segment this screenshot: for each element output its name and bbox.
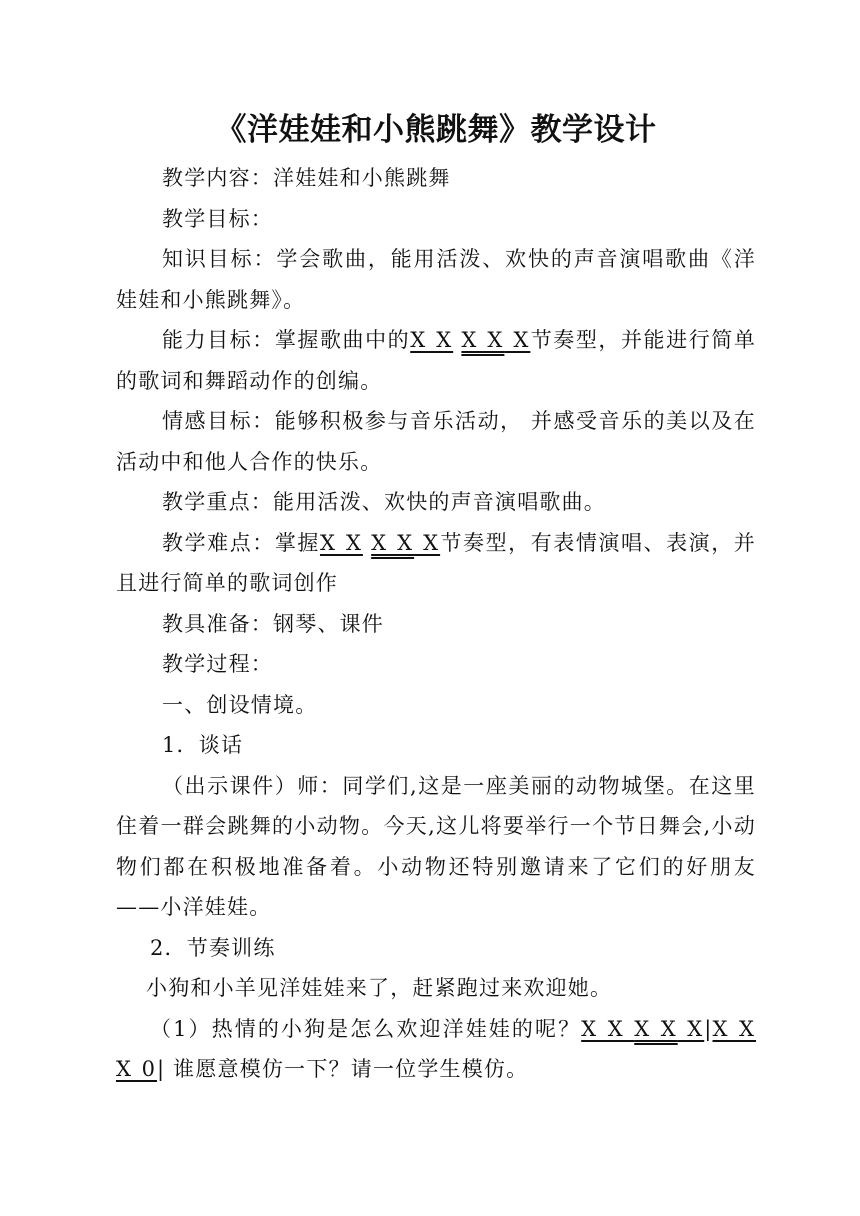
ability-goal-text-after: 节奏型，并能进行简单的歌词和舞蹈动作的创编。	[116, 328, 757, 393]
paragraph-rhythm-intro: 小狗和小羊见洋娃娃来了，赶紧跑过来欢迎她。	[146, 976, 613, 1000]
paragraph-teaching-tools: 教具准备：钢琴、课件	[162, 611, 384, 636]
section-heading-create-scene: 一、创设情境。	[162, 692, 318, 717]
rhythm-notation: X X	[581, 1016, 635, 1041]
exercise-text-before: （1）热情的小狗是怎么欢迎洋娃娃的呢？	[150, 1016, 582, 1041]
paragraph-teaching-goals: 教学目标：	[162, 206, 273, 231]
paragraph-talk-content: （出示课件）师：同学们,这是一座美丽的动物城堡。在这里住着一群会跳舞的小动物。今天,这儿将要举行一个节日舞会,小动物们都在积极地准备着。小动物还特别邀请来了它们的好朋友——小洋娃娃。	[116, 773, 756, 919]
rhythm-notation: X X	[410, 328, 454, 352]
paragraph-teaching-content: 教学内容：洋娃娃和小熊跳舞	[162, 166, 451, 190]
document-title: 《洋娃娃和小熊跳舞》教学设计	[215, 112, 657, 148]
ability-goal-text-before: 能力目标：掌握歌曲中的	[162, 328, 411, 352]
difficulty-text-after: 节奏型，有表情演唱、表演，并且进行简单的歌词创作	[116, 530, 757, 595]
subsection-heading-rhythm-training: 2．节奏训练	[150, 935, 276, 960]
rhythm-notation: X X	[461, 328, 505, 352]
paragraph-ability-goal	[116, 320, 756, 401]
paragraph-knowledge-goal: 知识目标：学会歌曲，能用活泼、欢快的声音演唱歌曲《洋娃娃和小熊跳舞》。	[116, 247, 756, 312]
rhythm-notation: X	[414, 530, 441, 555]
bar-line: |	[157, 1057, 166, 1081]
difficulty-text-before: 教学难点：掌握	[162, 530, 320, 555]
rhythm-notation: X X X 0	[116, 1016, 756, 1081]
bar-line: |	[704, 1016, 713, 1041]
rhythm-notation: X	[677, 1016, 705, 1041]
paragraph-emotion-goal: 情感目标：能够积极参与音乐活动， 并感受音乐的美以及在活动中和他人合作的快乐。	[116, 409, 756, 474]
paragraph-teaching-focus: 教学重点：能用活泼、欢快的声音演唱歌曲。	[162, 490, 606, 514]
rhythm-notation: X X	[319, 530, 363, 555]
subsection-heading-talk: 1．谈话	[162, 733, 244, 757]
exercise-text-after: 谁愿意模仿一下？请一位学生模仿。	[165, 1057, 529, 1081]
rhythm-notation: X	[504, 328, 531, 352]
paragraph-teaching-difficulty	[116, 523, 756, 604]
document-page	[116, 108, 756, 1090]
paragraph-rhythm-exercise-1	[116, 1009, 756, 1090]
rhythm-notation: X X	[371, 530, 415, 555]
rhythm-notation: X X	[634, 1016, 678, 1041]
paragraph-teaching-process: 教学过程：	[162, 652, 273, 676]
